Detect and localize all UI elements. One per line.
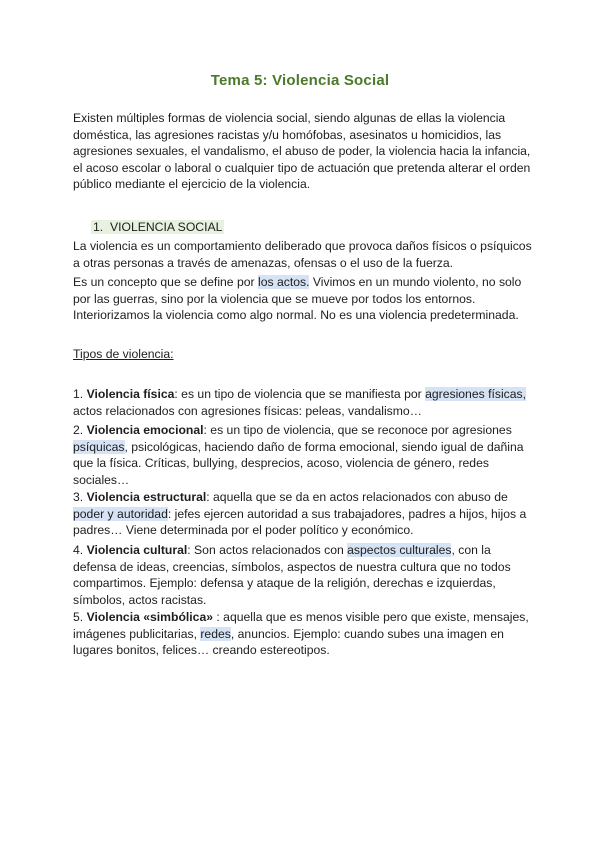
list-item	[73, 542, 533, 608]
item-text-after: : jefes ejercen autoridad a sus trabajadores, padres a hijos, hijos a padres… Viene determinada por el poder político y económico.	[73, 506, 527, 538]
tipos-heading: Tipos de violencia:	[73, 347, 174, 361]
p2-highlight: los actos.	[257, 275, 310, 289]
item-text-after: , con la defensa de ideas, creencias, símbolos, aspectos de nuestra cultura que no todos compartimos. Ejemplo: defensa y ataque de la religión, derechas e izquierdas, símbolos, actos racistas.	[73, 543, 511, 607]
intro-paragraph: Existen múltiples formas de violencia social, siendo algunas de ellas la violencia doméstica, las agresiones racistas y/u homófobas, asesinatos u homicidios, las agresiones sexuales, el vandalismo, el abuso de poder, la violencia hacia la infancia, el acoso escolar o laboral o cualquier tipo de actuación que pretenda alterar el orden público mediante el ejercicio de la violencia.	[73, 111, 531, 192]
item-text-before: : Son actos relacionados con	[187, 543, 348, 557]
item-number: 2.	[73, 423, 87, 437]
section-heading-highlight	[91, 220, 224, 234]
item-term: Violencia «simbólica»	[86, 610, 214, 624]
item-highlight: aspectos culturales	[347, 543, 452, 557]
item-term: Violencia emocional	[86, 423, 204, 437]
item-term: Violencia estructural	[86, 490, 207, 504]
list-item	[73, 489, 533, 539]
page-title: Tema 5: Violencia Social	[210, 72, 390, 89]
section-paragraph-2	[73, 274, 533, 324]
section-number: 1.	[93, 220, 104, 234]
item-highlight: agresiones físicas,	[425, 387, 527, 401]
item-number: 5.	[73, 610, 87, 624]
item-highlight: psíquicas	[73, 439, 125, 454]
item-term: Violencia física	[86, 387, 175, 401]
item-text-before: : es un tipo de violencia, que se reconoce por agresiones	[203, 423, 512, 437]
section-title: VIOLENCIA SOCIAL	[109, 220, 223, 234]
item-text-before: : es un tipo de violencia que se manifiesta por	[174, 387, 426, 401]
list-item	[73, 422, 533, 488]
item-term: Violencia cultural	[86, 543, 188, 557]
list-item	[73, 386, 533, 419]
p2-text-after: Vivimos en un mundo violento, no solo por las guerras, sino por la violencia que se mueve por todos los entornos. Interiorizamos la violencia como algo normal. No es una violencia predeterminada.	[73, 275, 522, 323]
item-text-before: : aquella que se da en actos relacionados con abuso de	[206, 490, 508, 504]
section-heading	[91, 219, 224, 235]
item-highlight: redes	[200, 626, 231, 641]
item-number: 4.	[73, 543, 87, 557]
list-item	[73, 609, 533, 659]
item-text-after: , anuncios. Ejemplo: cuando subes una imagen en lugares bonitos, felices… creando estereotipos.	[73, 626, 504, 658]
item-number: 3.	[73, 490, 87, 504]
item-text-before: : aquella que es menos visible pero que existe, mensajes, imágenes publicitarias,	[73, 610, 529, 641]
item-highlight: poder y autoridad	[73, 506, 168, 521]
item-text-after: actos relacionados con agresiones físicas: peleas, vandalismo…	[73, 403, 422, 418]
item-text-after: , psicológicas, haciendo daño de forma emocional, siendo igual de dañina que la física. Críticas, bullying, desprecios, acoso, violencia de género, redes sociales…	[73, 439, 524, 487]
section-paragraph-1: La violencia es un comportamiento deliberado que provoca daños físicos o psíquicos a otras personas a través de amenazas, ofensas o el uso de la fuerza.	[73, 239, 532, 270]
item-number: 1.	[73, 387, 87, 401]
p2-text-before: Es un concepto que se define por	[73, 275, 258, 289]
